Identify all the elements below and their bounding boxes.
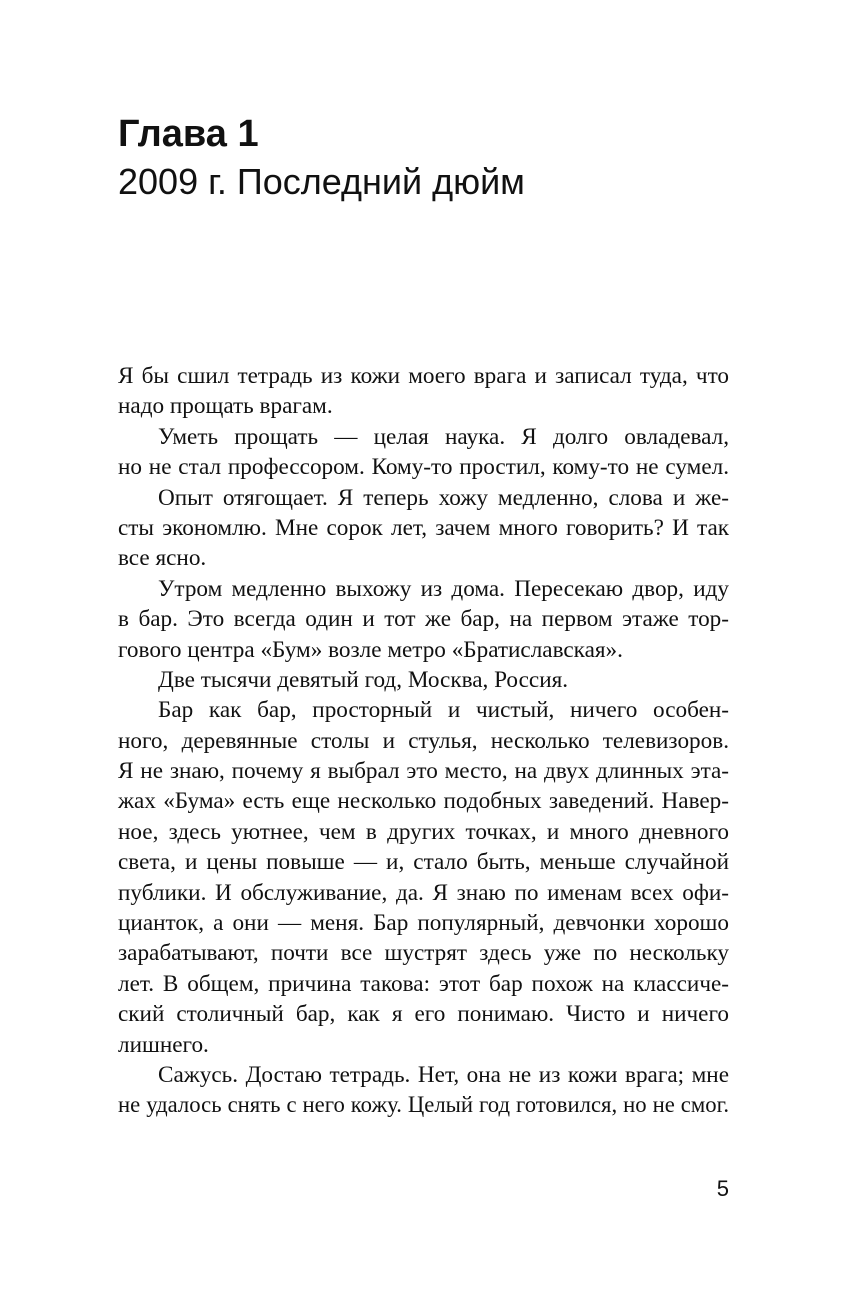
text-line: ного, деревянные столы и стулья, несколько телевизоров. — [118, 727, 729, 754]
text-line: жах «Бума» есть еще несколько подобных заведений. Навер- — [118, 788, 729, 815]
text-line: лишнего. — [118, 1031, 209, 1058]
text-line: Я бы сшил тетрадь из кожи моего врага и записал туда, что — [118, 363, 729, 389]
text-line: лет. В общем, причина такова: этот бар похож на классиче- — [118, 970, 729, 997]
text-line: ное, здесь уютнее, чем в других точках, и много дневного — [118, 818, 729, 845]
text-line: в бар. Это всегда один и тот же бар, на первом этаже тор- — [118, 606, 729, 633]
text-line: сты экономлю. Мне сорок лет, зачем много говорить? И так — [118, 514, 729, 541]
text-line: публики. И обслуживание, да. Я знаю по именам всех офи- — [118, 879, 729, 906]
text-line: Я не знаю, почему я выбрал это место, на двух длинных эта- — [118, 758, 729, 785]
text-line: ский столичный бар, как я его понимаю. Чисто и ничего — [118, 1001, 729, 1028]
text-line: Две тысячи девятый год, Москва, Россия. — [158, 666, 569, 693]
text-line: не удалось снять с него кожу. Целый год готовился, но не смог. — [118, 1092, 729, 1118]
text-line: Опыт отягощает. Я теперь хожу медленно, слова и же- — [158, 484, 729, 511]
text-line: все ясно. — [118, 545, 207, 572]
text-line: Сажусь. Достаю тетрадь. Нет, она не из кожи врага; мне — [158, 1061, 729, 1088]
chapter-body-text — [118, 361, 729, 1121]
text-line: Уметь прощать — целая наука. Я долго овладевал, — [158, 423, 729, 450]
text-line: Бар как бар, просторный и чистый, ничего особен- — [158, 697, 729, 724]
text-line: цианток, а они — меня. Бар популярный, девчонки хорошо — [118, 910, 729, 937]
text-line: но не стал профессором. Кому-то простил, кому-то не сумел. — [118, 454, 729, 481]
text-line: света, и цены повыше — и, стало быть, меньше случайной — [118, 849, 729, 876]
page-number: 5 — [716, 1176, 729, 1201]
text-line: надо прощать врагам. — [118, 393, 333, 420]
text-line: гового центра «Бум» возле метро «Братиславская». — [118, 636, 623, 663]
text-line: зарабатывают, почти все шустрят здесь уже по нескольку — [118, 940, 729, 967]
chapter-title: 2009 г. Последний дюйм — [118, 161, 525, 202]
chapter-label: Глава 1 — [118, 113, 259, 155]
text-line: Утром медленно выхожу из дома. Пересекаю двор, иду — [158, 575, 729, 602]
